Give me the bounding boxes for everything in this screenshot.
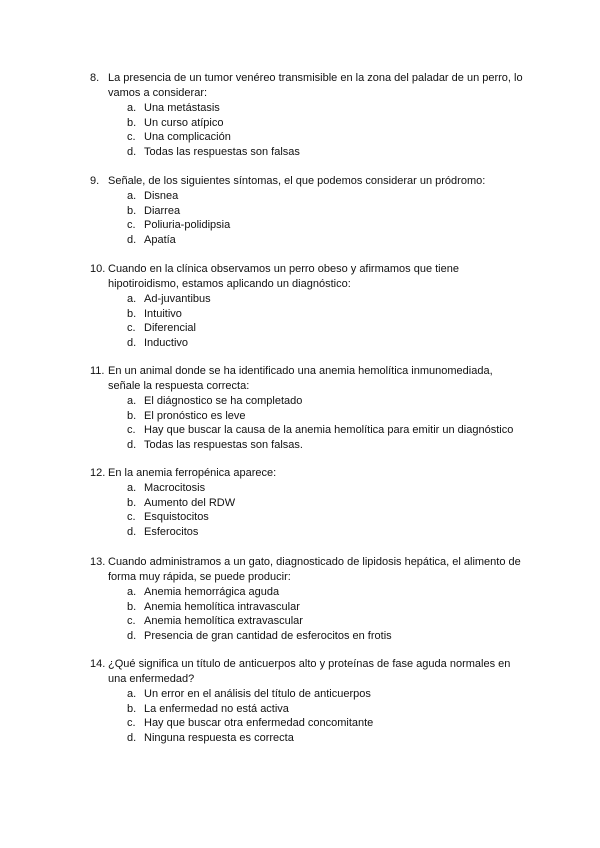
answer-option xyxy=(90,481,530,496)
question-text: Cuando en la clínica observamos un perro obeso y afirmamos que tiene xyxy=(108,263,459,275)
question-text: La presencia de un tumor venéreo transmisible en la zona del paladar de un perro, lo xyxy=(108,72,523,84)
option-text: Poliuria-polidipsia xyxy=(144,219,231,232)
option-text: Intuitivo xyxy=(144,307,182,320)
option-text: La enfermedad no está activa xyxy=(144,702,289,715)
option-letter: a. xyxy=(127,190,137,202)
answer-option xyxy=(90,307,530,322)
option-text: Todas las respuestas son falsas xyxy=(144,145,300,158)
option-text: Presencia de gran cantidad de esferocitos en frotis xyxy=(144,629,392,642)
question-9 xyxy=(90,174,530,247)
option-letter: b. xyxy=(127,496,137,509)
option-text: El pronóstico es leve xyxy=(144,409,246,422)
question-text: Cuando administramos a un gato, diagnosticado de lipidosis hepática, el alimento de xyxy=(108,556,521,568)
answer-options xyxy=(90,481,530,539)
answer-option xyxy=(90,204,530,219)
option-text: Un curso atípico xyxy=(144,116,224,129)
question-text: Señale, de los siguientes síntomas, el que podemos considerar un pródromo: xyxy=(108,175,486,187)
answer-option xyxy=(90,394,530,409)
option-letter: b. xyxy=(127,409,137,422)
option-text: Esferocitos xyxy=(144,525,199,538)
option-text: Un error en el análisis del título de anticuerpos xyxy=(144,688,371,700)
answer-option xyxy=(90,423,530,438)
question-8 xyxy=(90,71,530,159)
question-text-continued: una enfermedad? xyxy=(108,673,195,685)
option-text: Diarrea xyxy=(144,204,181,217)
answer-option xyxy=(90,525,530,540)
option-letter: b. xyxy=(127,116,137,129)
answer-options xyxy=(90,394,530,452)
option-text: Anemia hemolítica extravascular xyxy=(144,615,303,628)
option-text: Una complicación xyxy=(144,131,231,144)
answer-options xyxy=(90,189,530,247)
question-number: 9. xyxy=(90,175,100,187)
question-text-continued: forma muy rápida, se puede producir: xyxy=(108,571,291,583)
option-text: Anemia hemorrágica aguda xyxy=(144,586,280,598)
answer-options xyxy=(90,687,530,745)
option-letter: a. xyxy=(127,586,137,598)
question-number: 11. xyxy=(90,365,105,377)
answer-option xyxy=(90,145,530,160)
option-letter: c. xyxy=(127,131,136,144)
question-14 xyxy=(90,657,530,745)
answer-option xyxy=(90,629,530,644)
option-text: Hay que buscar otra enfermedad concomitante xyxy=(144,717,374,730)
answer-options xyxy=(90,585,530,643)
answer-option xyxy=(90,510,530,525)
answer-option xyxy=(90,336,530,351)
question-number: 12. xyxy=(90,467,106,479)
question-12 xyxy=(90,466,530,539)
question-number: 14. xyxy=(90,658,106,670)
option-text: El diágnostico se ha completado xyxy=(144,395,303,407)
question-text-continued: vamos a considerar: xyxy=(108,87,208,99)
option-letter: a. xyxy=(127,482,137,494)
option-text: Una metástasis xyxy=(144,102,220,114)
option-letter: c. xyxy=(127,511,136,524)
question-text-continued: señale la respuesta correcta: xyxy=(108,380,250,392)
option-letter: c. xyxy=(127,322,136,335)
option-letter: c. xyxy=(127,424,136,437)
option-letter: a. xyxy=(127,688,137,700)
option-text: Ninguna respuesta es correcta xyxy=(144,731,294,744)
option-letter: b. xyxy=(127,204,137,217)
option-letter: d. xyxy=(127,336,137,349)
answer-option xyxy=(90,600,530,615)
option-letter: d. xyxy=(127,233,137,246)
answer-option xyxy=(90,116,530,131)
answer-option xyxy=(90,731,530,746)
answer-option xyxy=(90,409,530,424)
answer-options xyxy=(90,101,530,159)
question-text-continued: hipotiroidismo, estamos aplicando un diagnóstico: xyxy=(108,278,351,290)
option-text: Esquistocitos xyxy=(144,511,209,524)
question-text: En la anemia ferropénica aparece: xyxy=(108,467,277,479)
option-letter: c. xyxy=(127,717,136,730)
question-number: 13. xyxy=(90,556,106,568)
answer-option xyxy=(90,438,530,453)
option-letter: c. xyxy=(127,615,136,628)
option-text: Hay que buscar la causa de la anemia hemolítica para emitir un diagnóstico xyxy=(144,424,514,437)
option-letter: d. xyxy=(127,731,137,744)
question-number: 8. xyxy=(90,72,100,84)
question-text: En un animal donde se ha identificado una anemia hemolítica inmunomediada, xyxy=(108,365,493,377)
option-letter: c. xyxy=(127,219,136,232)
answer-option xyxy=(90,687,530,702)
option-letter: d. xyxy=(127,629,137,642)
option-letter: d. xyxy=(127,145,137,158)
option-letter: b. xyxy=(127,600,137,613)
answer-option xyxy=(90,101,530,116)
answer-option xyxy=(90,614,530,629)
question-13 xyxy=(90,555,530,643)
answer-option xyxy=(90,702,530,717)
option-text: Inductivo xyxy=(144,336,189,349)
option-text: Macrocitosis xyxy=(144,482,206,494)
answer-option xyxy=(90,585,530,600)
option-text: Apatía xyxy=(144,233,176,246)
option-letter: d. xyxy=(127,438,137,451)
option-text: Anemia hemolítica intravascular xyxy=(144,600,300,613)
answer-option xyxy=(90,218,530,233)
question-11 xyxy=(90,364,530,452)
option-letter: a. xyxy=(127,293,137,305)
answer-option xyxy=(90,496,530,511)
answer-options xyxy=(90,292,530,350)
option-letter: a. xyxy=(127,395,137,407)
option-text: Ad-juvantibus xyxy=(144,293,211,305)
option-letter: a. xyxy=(127,102,137,114)
question-text: ¿Qué significa un título de anticuerpos alto y proteínas de fase aguda normales en xyxy=(108,658,511,670)
option-text: Aumento del RDW xyxy=(144,496,236,509)
option-text: Todas las respuestas son falsas. xyxy=(144,438,303,451)
option-letter: b. xyxy=(127,702,137,715)
option-text: Disnea xyxy=(144,190,179,202)
answer-option xyxy=(90,130,530,145)
answer-option xyxy=(90,321,530,336)
answer-option xyxy=(90,716,530,731)
question-10 xyxy=(90,262,530,350)
answer-option xyxy=(90,292,530,307)
option-text: Diferencial xyxy=(144,322,196,335)
answer-option xyxy=(90,189,530,204)
answer-option xyxy=(90,233,530,248)
option-letter: b. xyxy=(127,307,137,320)
option-letter: d. xyxy=(127,525,137,538)
question-number: 10. xyxy=(90,263,106,275)
